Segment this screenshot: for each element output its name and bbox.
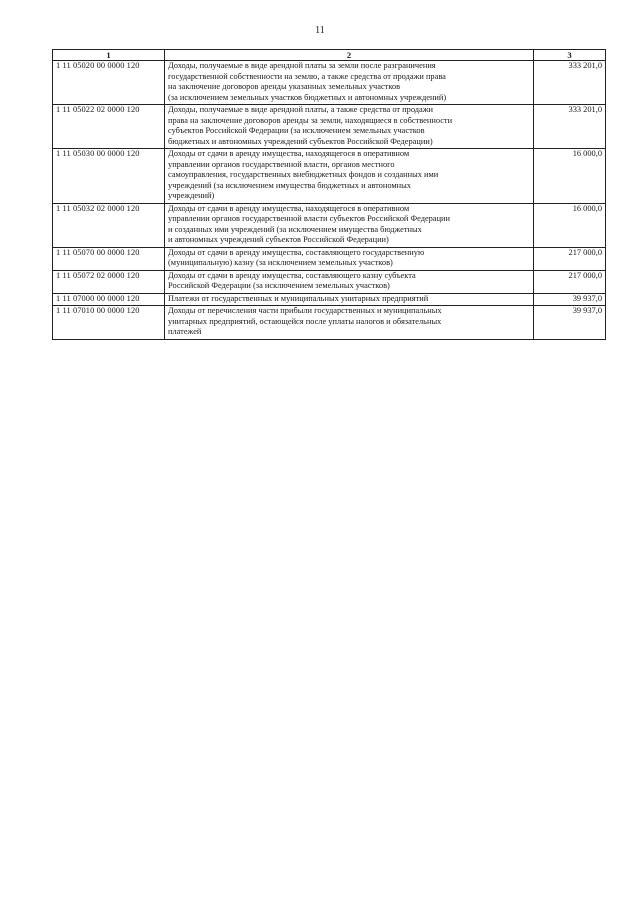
description-cell: [165, 105, 534, 149]
budget-code-cell: 1 11 07000 00 0000 120: [53, 293, 165, 306]
description-line: бюджетных и автономных учреждений субъектов Российской Федерации): [168, 136, 433, 146]
description-line: Доходы от перечисления части прибыли государственных и муниципальных: [168, 306, 442, 315]
description-line: (муниципальную) казну (за исключением земельных участков): [168, 258, 393, 267]
description-line: управлении органов государственной власти субъектов Российской Федерации: [168, 214, 451, 223]
description-cell: [165, 203, 534, 247]
table-row: [53, 203, 606, 247]
table-row: [53, 61, 606, 105]
budget-code-cell: 1 11 05070 00 0000 120: [53, 247, 165, 270]
description-cell: [165, 306, 534, 340]
description-line: Доходы от сдачи в аренду имущества, находящегося в оперативном: [168, 203, 410, 213]
description-line: самоуправления, государственных внебюджетных фондов и созданных ими: [168, 170, 439, 179]
amount-cell: 39 937,0: [534, 293, 606, 306]
description-line: (за исключением земельных участков бюджетных и автономных учреждений): [168, 92, 447, 102]
column-header-amount: 3: [534, 50, 606, 61]
description-line: права на заключение договоров аренды за земли, находящиеся в собственности: [168, 115, 453, 125]
table-row: [53, 247, 606, 270]
column-header-code: 1: [53, 50, 165, 61]
description-cell: [165, 270, 534, 293]
description-line: субъектов Российской Федерации (за исключением земельных участков: [168, 126, 425, 135]
budget-code-cell: 1 11 05022 02 0000 120: [53, 105, 165, 149]
column-header-description: 2: [165, 50, 534, 61]
amount-cell: 217 000,0: [534, 247, 606, 270]
budget-code-cell: 1 11 05072 02 0000 120: [53, 270, 165, 293]
table-row: [53, 105, 606, 149]
description-line: Доходы, получаемые в виде арендной платы за земли после разграничения: [168, 61, 436, 70]
table-row: [53, 270, 606, 293]
amount-cell: 217 000,0: [534, 270, 606, 293]
description-line: и созданных ими учреждений (за исключением имущества бюджетных: [168, 224, 422, 234]
table-row: [53, 293, 606, 306]
description-line: Доходы от сдачи в аренду имущества, составляющего государственную: [168, 247, 425, 257]
description-cell: [165, 293, 534, 306]
description-line: Доходы от сдачи в аренду имущества, составляющего казну субъекта: [168, 270, 416, 280]
budget-code-cell: 1 11 05030 00 0000 120: [53, 149, 165, 204]
description-line: платежей: [168, 327, 202, 336]
description-line: учреждений): [168, 191, 215, 200]
amount-cell: 333 201,0: [534, 61, 606, 105]
header-row: [53, 50, 606, 61]
budget-code-cell: 1 11 05032 02 0000 120: [53, 203, 165, 247]
budget-code-cell: 1 11 05020 00 0000 120: [53, 61, 165, 105]
page-number: 11: [315, 25, 325, 36]
description-cell: [165, 149, 534, 204]
description-line: управлении органов государственной власти, органов местного: [168, 159, 395, 169]
table-row: [53, 306, 606, 340]
amount-cell: 39 937,0: [534, 306, 606, 340]
description-line: Доходы от сдачи в аренду имущества, находящегося в оперативном: [168, 149, 410, 158]
description-line: Платежи от государственных и муниципальных унитарных предприятий: [168, 293, 429, 303]
budget-code-cell: 1 11 07010 00 0000 120: [53, 306, 165, 340]
amount-cell: 16 000,0: [534, 149, 606, 204]
description-line: на заключение договоров аренды указанных земельных участков: [168, 82, 401, 91]
description-line: Российской Федерации (за исключением земельных участков): [168, 281, 390, 290]
table-body: [53, 61, 606, 340]
description-line: учреждений (за исключением имущества бюджетных и автономных: [168, 180, 411, 190]
amount-cell: 16 000,0: [534, 203, 606, 247]
description-cell: [165, 61, 534, 105]
description-cell: [165, 247, 534, 270]
description-line: государственной собственности на землю, а также средства от продажи права: [168, 71, 446, 81]
description-line: и автономных учреждений субъектов Российской Федерации): [168, 235, 389, 244]
description-line: Доходы, получаемые в виде арендной платы, а также средства от продажи: [168, 105, 434, 114]
table-header: [53, 50, 606, 61]
table-row: [53, 149, 606, 204]
amount-cell: 333 201,0: [534, 105, 606, 149]
description-line: унитарных предприятий, остающейся после уплаты налогов и обязательных: [168, 316, 442, 326]
revenue-table: [52, 49, 606, 340]
